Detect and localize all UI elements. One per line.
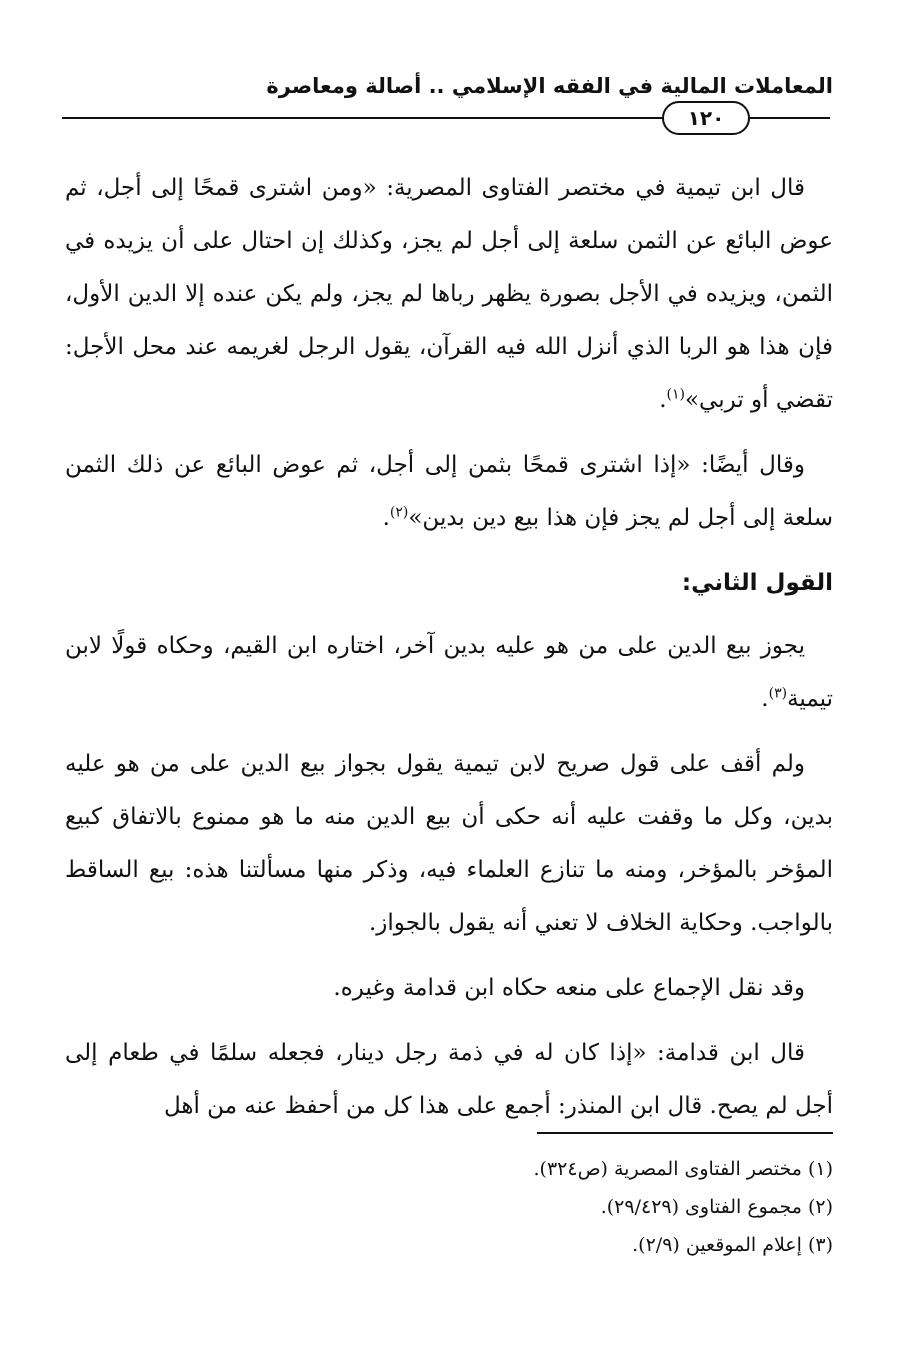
body-text [65, 162, 833, 1145]
footnote-3 [233, 1226, 833, 1264]
paragraph-author-comment: ولم أقف على قول صريح لابن تيمية يقول بجواز بيع الدين على من هو عليه بدين، وكل ما وقفت عليه أنه حكى أن بيع الدين منه ما هو ممنوع بالاتفاق كبيع المؤخر بالمؤخر، ومنه ما تنازع العلماء فيه، وذكر منها مسألتنا هذه: بيع الساقط بالواجب. وحكاية الخلاف لا تعني أنه يقول بالجواز. [65, 751, 833, 936]
paragraph-end: . [761, 686, 769, 712]
paragraph-consensus: وقد نقل الإجماع على منعه حكاه ابن قدامة وغيره. [333, 975, 805, 1001]
footnote-2 [233, 1188, 833, 1226]
footnote-ref-2: (٢) [389, 504, 409, 521]
paragraph-second-opinion [65, 620, 833, 726]
running-title: المعاملات المالية في الفقه الإسلامي .. أصالة ومعاصرة [266, 74, 833, 98]
footnotes [233, 1150, 833, 1264]
paragraph-also-said [65, 439, 833, 545]
paragraph-text: وقال أيضًا: «إذا اشترى قمحًا بثمن إلى أجل، ثم عوض البائع عن ذلك الثمن سلعة إلى أجل لم يجز فإن هذا بيع دين بدين» [65, 452, 833, 531]
footnote-text: مختصر الفتاوى المصرية (ص٣٢٤). [533, 1158, 802, 1180]
footnote-number: (١) [807, 1158, 833, 1180]
section-heading: القول الثاني: [681, 570, 833, 596]
footnote-text: إعلام الموقعين (٢/٩). [632, 1234, 802, 1256]
footnote-ref-3: (٣) [768, 685, 788, 702]
footnote-text: مجموع الفتاوى (٢٩/٤٢٩). [600, 1196, 802, 1218]
paragraph-end: . [659, 387, 667, 413]
footnote-number: (٣) [807, 1234, 833, 1256]
paragraph-text: يجوز بيع الدين على من هو عليه بدين آخر، اختاره ابن القيم، وحكاه قولًا لابن تيمية [65, 633, 833, 712]
footnote-ref-1: (١) [666, 386, 685, 403]
paragraph-text: قال ابن تيمية في مختصر الفتاوى المصرية: «ومن اشترى قمحًا إلى أجل، ثم عوض البائع عن الثمن سلعة إلى أجل لم يجز، وكذلك إن احتال على أن يزيده في الثمن، ويزيده في الأجل بصورة يظهر رباها لم يجز، ولم يكن عنده إلا الدين الأول، فإن هذا هو الربا الذي أنزل الله فيه القرآن، يقول الرجل لغريمه عند محل الأجل: تقضي أو تربي» [65, 175, 833, 413]
footnote-1 [233, 1150, 833, 1188]
paragraph-end: . [382, 505, 390, 531]
footnote-number: (٢) [807, 1196, 833, 1218]
page-number-badge: ١٢٠ [662, 101, 750, 135]
paragraph-ibn-qudama-quote: قال ابن قدامة: «إذا كان له في ذمة رجل دينار، فجعله سلمًا في طعام إلى أجل لم يصح. قال ابن المنذر: أجمع على هذا كل من أحفظ عنه من أهل [65, 1040, 833, 1119]
paragraph-ibn-taymiyya-quote [65, 162, 833, 427]
footnote-rule [537, 1132, 833, 1134]
